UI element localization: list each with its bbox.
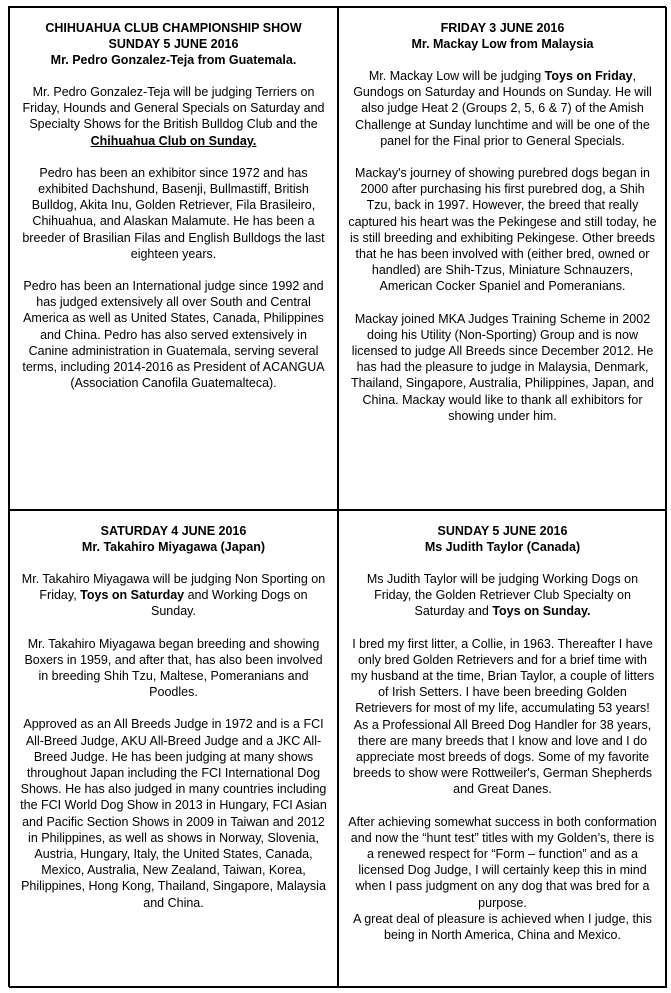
judging-assignment: Mr. Mackay Low will be judging Toys on Friday, Gundogs on Saturday and Hounds on Sunday. He will also judge Heat 2 (Groups 2, 5, 6 & 7) of the Amish Challenge at Sunday lunchtime and will be one of the panel for the Final prior to General Specials. bbox=[353, 69, 652, 148]
highlight-toys: Toys on Sunday. bbox=[492, 604, 591, 619]
judge-name: Mr. Mackay Low from Malaysia bbox=[411, 37, 594, 51]
judge-name: Mr. Takahiro Miyagawa (Japan) bbox=[81, 540, 266, 554]
bio-paragraph: A great deal of pleasure is achieved when I judge, this being in North America, China and Mexico. bbox=[353, 911, 652, 943]
judging-assignment: Ms Judith Taylor will be judging Working Dogs on Friday, the Golden Retriever Club Specialty on Saturday and Toys on Sunday. bbox=[366, 572, 639, 619]
show-date: SATURDAY 4 JUNE 2016 bbox=[100, 524, 247, 538]
bio-paragraph: Pedro has been an exhibitor since 1972 and has exhibited Dachshund, Basenji, Bullmastiff, British Bulldog, Akita Inu, Golden Retriever, Fila Brasileiro, Chihuahua, and Alaskan Malamute. He has been a breeder of Brasilian Filas and English Bulldogs the last eighteen years. bbox=[22, 165, 325, 261]
panel-heading bbox=[19, 20, 328, 68]
show-date: SUNDAY 5 JUNE 2016 bbox=[437, 524, 568, 538]
panel-heading bbox=[348, 523, 657, 555]
bio-paragraph: I bred my first litter, a Collie, in 1963. Thereafter I have only bred Golden Retrievers and for a brief time with my husband at the time, Brian Taylor, a couple of litters of Irish Setters. I have been breeding Golden Retrievers for most of my life, accumulating 53 years! As a Professional All Breed Dog Handler for 38 years, there are many breeds that I know and love and I do appreciate most breeds of dogs. Some of my favorite breeds to show were Rottweiler's, German Shepherds and Great Danes. bbox=[350, 636, 655, 797]
judging-assignment: Mr. Takahiro Miyagawa will be judging Non Sporting on Friday, Toys on Saturday and Working Dogs on Sunday. bbox=[21, 572, 326, 619]
highlight-toys: Toys on Saturday bbox=[80, 588, 185, 603]
highlight-toys: Toys on Friday bbox=[544, 69, 633, 83]
panel-mackay-low bbox=[338, 7, 667, 510]
judges-grid bbox=[8, 6, 666, 987]
panel-heading bbox=[348, 20, 657, 52]
bio-paragraph: Approved as an All Breeds Judge in 1972 and is a FCI All-Breed Judge, AKU All-Breed Judge and a JKC All-Breed Judge. He has been judging at many shows throughout Japan including the FCI International Dog Shows. He has also judged in many countries including the FCI World Dog Show in 2013 in Hungary, FCI Asian and Pacific Section Shows in 2009 in Taiwan and 2012 in Philippines, as well as shows in Norway, Slovenia, Austria, Hungary, Italy, the United States, Canada, Mexico, Australia, New Zealand, Taiwan, Korea, Philippines, Hong Kong, Thailand, Singapore, Malaysia and China. bbox=[20, 717, 327, 910]
bio-paragraph: Mackay's journey of showing purebred dogs began in 2000 after purchasing his first purebred dog, a Shih Tzu, back in 1997. However, the breed that really captured his heart was the Pekingese and still today, he is still breeding and exhibiting Pekingese. Other breeds that he has been involved with (either bred, owned or handled) are Shih-Tzus, Miniature Schnauzers, American Cocker Spaniel and Pomeranians. bbox=[348, 166, 657, 294]
panel-pedro-gonzalez-teja bbox=[9, 7, 338, 510]
highlight-chihuahua-club: Chihuahua Club on Sunday. bbox=[90, 133, 257, 148]
bio-paragraph: Pedro has been an International judge since 1992 and has judged extensively all over South and Central America as well as United States, Canada, Philippines and China. Pedro has also served extensively in Canine administration in Guatemala, serving several terms, including 2014-2016 as President of ACANGUA (Association Canofila Guatemalteca). bbox=[22, 279, 325, 391]
judge-name: Mr. Pedro Gonzalez-Teja from Guatemala. bbox=[50, 53, 297, 67]
show-date: SUNDAY 5 JUNE 2016 bbox=[108, 37, 239, 51]
judge-name: Ms Judith Taylor (Canada) bbox=[424, 540, 581, 554]
show-date: FRIDAY 3 JUNE 2016 bbox=[440, 21, 565, 35]
show-title: CHIHUAHUA CLUB CHAMPIONSHIP SHOW bbox=[45, 21, 302, 35]
panel-takahiro-miyagawa bbox=[9, 510, 338, 988]
panel-heading bbox=[19, 523, 328, 555]
bio-paragraph: Mr. Takahiro Miyagawa began breeding and showing Boxers in 1959, and after that, has also been involved in breeding Shih Tzu, Maltese, Pomeranians and Poodles. bbox=[24, 636, 323, 700]
bio-paragraph: After achieving somewhat success in both conformation and now the “hunt test” titles with my Golden’s, there is a renewed respect for “Form – function” and as a licensed Dog Judge, I will certainly keep this in mind when I pass judgment on any dog that was bred for a purpose. bbox=[348, 814, 657, 910]
panel-judith-taylor bbox=[338, 510, 667, 988]
bio-paragraph: Mackay joined MKA Judges Training Scheme in 2002 doing his Utility (Non-Sporting) Group and is now licensed to judge All Breeds since December 2012. He has had the pleasure to judge in Malaysia, Denmark, Thailand, Singapore, Australia, Philippines, Japan, and China. Mackay would like to thank all exhibitors for showing under him. bbox=[351, 311, 654, 423]
judging-assignment: Mr. Pedro Gonzalez-Teja will be judging Terriers on Friday, Hounds and General Specials on Saturday and Specialty Shows for the British Bulldog Club and the Chihuahua Club on Sunday. bbox=[22, 85, 325, 148]
